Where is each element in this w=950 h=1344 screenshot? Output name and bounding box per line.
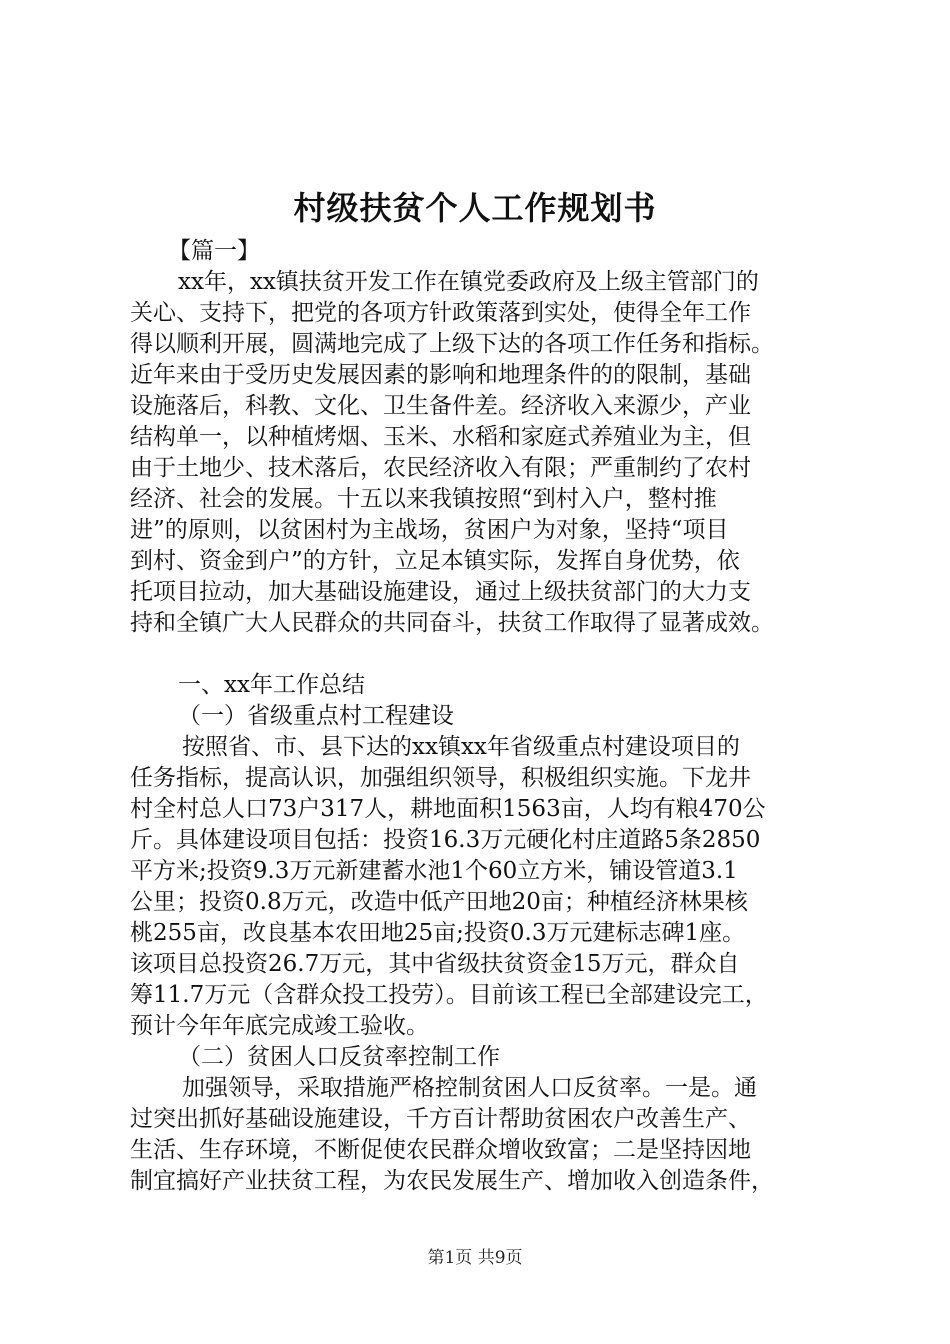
paragraph-line: 平方米;投资9.3万元新建蓄水池1个60立方米，铺设管道3.1 [130, 858, 738, 884]
intro-paragraph [130, 267, 850, 639]
sub-heading: （一）省级重点村工程建设 [178, 703, 454, 729]
sub-heading: （二）贫困人口反贫率控制工作 [178, 1044, 500, 1070]
sub2-paragraph [130, 1073, 850, 1197]
section-label: 【篇一】 [168, 238, 260, 264]
paragraph-line: 持和全镇广大人民群众的共同奋斗，扶贫工作取得了显著成效。 [130, 610, 774, 636]
paragraph-line: 筹11.7万元（含群众投工投劳）。目前该工程已全部建设完工， [130, 982, 768, 1008]
paragraph-line: 制宜搞好产业扶贫工程，为农民发展生产、增加收入创造条件， [130, 1168, 774, 1194]
paragraph-line: 桃255亩，改良基本农田地25亩;投资0.3万元建标志碑1座。 [130, 920, 746, 946]
paragraph-line: 该项目总投资26.7万元，其中省级扶贫资金15万元，群众自 [130, 951, 740, 977]
paragraph-line: 进”的原则，以贫困村为主战场，贫困户为对象，坚持“项目 [130, 517, 729, 543]
paragraph-line: 近年来由于受历史发展因素的影响和地理条件的的限制，基础 [130, 362, 751, 388]
paragraph-line: 设施落后，科教、文化、卫生备件差。经济收入来源少，产业 [130, 393, 751, 419]
paragraph-line: 任务指标，提高认识，加强组织领导，积极组织实施。下龙井 [130, 765, 751, 791]
section-heading: 一、xx年工作总结 [178, 672, 365, 698]
paragraph-line: 关心、支持下，把党的各项方针政策落到实处，使得全年工作 [130, 300, 751, 326]
paragraph-line: 村全村总人口73户317人，耕地面积1563亩，人均有粮470公 [130, 796, 766, 822]
blank-line [130, 639, 850, 670]
paragraph-line: 结构单一，以种植烤烟、玉米、水稻和家庭式养殖业为主，但 [130, 424, 751, 450]
paragraph-line: 加强领导，采取措施严格控制贫困人口反贫率。一是。通 [182, 1075, 757, 1101]
page-number-footer: 第1页 共9页 [427, 1248, 523, 1268]
paragraph-line: xx年，xx镇扶贫开发工作在镇党委政府及上级主管部门的 [178, 269, 759, 295]
document-title: 村级扶贫个人工作规划书 [293, 189, 657, 227]
paragraph-line: 生活、生存环境，不断促使农民群众增收致富；二是坚持因地 [130, 1137, 751, 1163]
paragraph-line: 公里；投资0.8万元，改造中低产田地20亩；种植经济林果核 [130, 889, 748, 915]
paragraph-line: 到村、资金到户”的方针，立足本镇实际，发挥自身优势，依 [130, 548, 740, 574]
paragraph-line: 按照省、市、县下达的xx镇xx年省级重点村建设项目的 [182, 734, 740, 760]
paragraph-line: 得以顺利开展，圆满地完成了上级下达的各项工作任务和指标。 [130, 331, 774, 357]
paragraph-line: 托项目拉动，加大基础设施建设，通过上级扶贫部门的大力支 [130, 579, 751, 605]
paragraph-line: 过突出抓好基础设施建设，千方百计帮助贫困农户改善生产、 [130, 1106, 751, 1132]
document-body [130, 236, 850, 1197]
paragraph-line: 预计今年年底完成竣工验收。 [130, 1013, 429, 1039]
sub1-paragraph [130, 732, 850, 1042]
paragraph-line: 由于土地少、技术落后，农民经济收入有限；严重制约了农村 [130, 455, 751, 481]
paragraph-line: 经济、社会的发展。十五以来我镇按照“到村入户，整村推 [130, 486, 717, 512]
paragraph-line: 斤。具体建设项目包括：投资16.3万元硬化村庄道路5条2850 [130, 827, 761, 853]
